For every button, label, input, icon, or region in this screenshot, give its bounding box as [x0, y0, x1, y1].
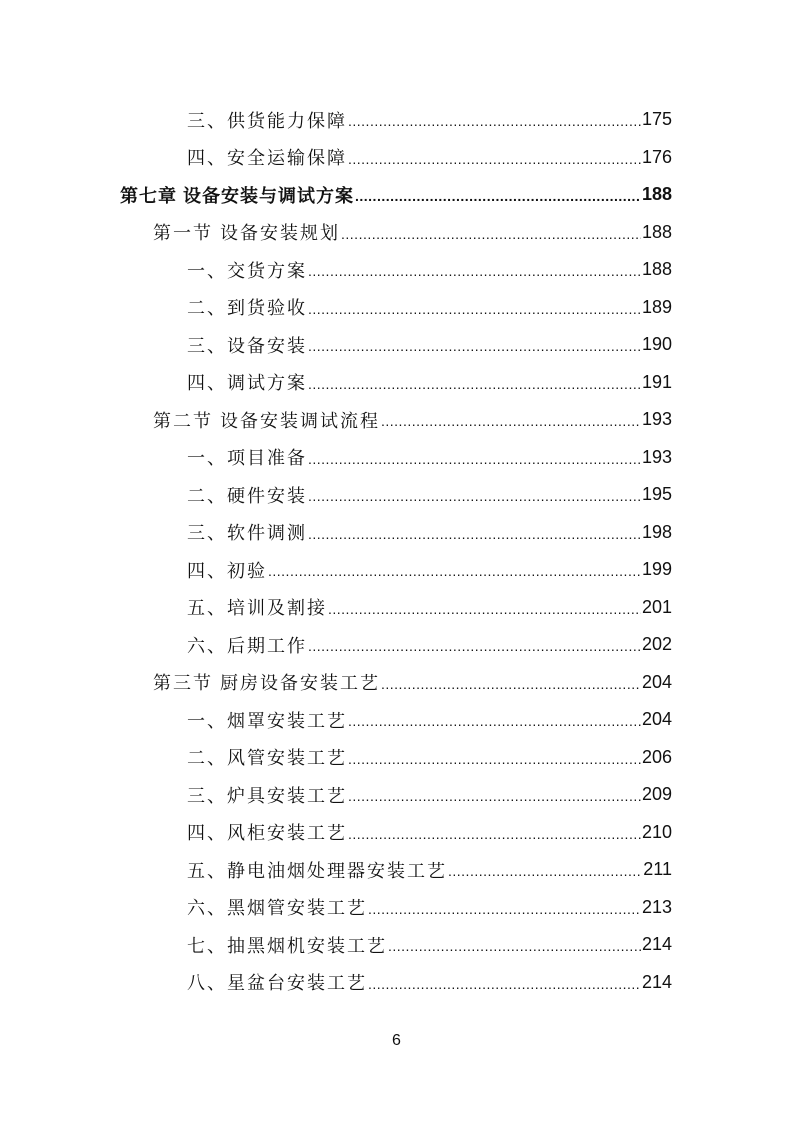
toc-entry-page: 191: [641, 371, 672, 392]
toc-item[interactable]: [187, 364, 672, 402]
dot-leader: [348, 748, 641, 769]
dot-leader: [381, 410, 641, 431]
dot-leader: [348, 110, 641, 131]
toc-entry-page: 214: [641, 971, 672, 992]
toc-entry-label: 一、烟罩安装工艺: [187, 710, 347, 731]
toc-entry-page: 193: [641, 446, 672, 467]
toc-item[interactable]: [187, 251, 672, 289]
toc-entry-label: 一、交货方案: [187, 260, 307, 281]
toc-item[interactable]: [187, 326, 672, 364]
toc-section[interactable]: [153, 401, 672, 439]
toc-entry-page: 214: [641, 934, 672, 955]
dot-leader: [308, 635, 641, 656]
dot-leader: [328, 598, 641, 619]
dot-leader: [348, 785, 641, 806]
toc-item[interactable]: [187, 701, 672, 739]
dot-leader: [348, 710, 641, 731]
toc-entry-label: 五、静电油烟处理器安装工艺: [187, 860, 447, 881]
toc-entry-page: 189: [641, 296, 672, 317]
dot-leader: [355, 185, 641, 206]
toc-item[interactable]: [187, 139, 672, 177]
toc-item[interactable]: [187, 739, 672, 777]
toc-entry-label: 二、到货验收: [187, 298, 307, 319]
toc-entry-page: 188: [641, 221, 672, 242]
toc-entry-page: 213: [641, 896, 672, 917]
toc-entry-label: 七、抽黑烟机安装工艺: [187, 935, 387, 956]
dot-leader: [308, 485, 641, 506]
toc-item[interactable]: [187, 776, 672, 814]
dot-leader: [341, 223, 641, 244]
toc-item[interactable]: [187, 626, 672, 664]
toc-entry-label: 第三节 厨房设备安装工艺: [153, 673, 380, 694]
toc-item[interactable]: [187, 589, 672, 627]
dot-leader: [388, 935, 641, 956]
toc-entry-label: 八、星盆台安装工艺: [187, 973, 367, 994]
toc-entry-page: 175: [641, 109, 672, 130]
toc-entry-page: 176: [641, 146, 672, 167]
toc-item[interactable]: [187, 289, 672, 327]
toc-entry-page: 195: [641, 484, 672, 505]
dot-leader: [308, 260, 641, 281]
toc-entry-page: 206: [641, 746, 672, 767]
dot-leader: [368, 898, 641, 919]
dot-leader: [381, 673, 641, 694]
dot-leader: [308, 335, 641, 356]
toc-entry-label: 三、供货能力保障: [187, 110, 347, 131]
toc-entry-label: 五、培训及割接: [187, 598, 327, 619]
dot-leader: [368, 973, 641, 994]
toc-entry-label: 一、项目准备: [187, 448, 307, 469]
toc-entry-label: 三、炉具安装工艺: [187, 785, 347, 806]
toc-entry-page: 209: [641, 784, 672, 805]
toc-item[interactable]: [187, 851, 672, 889]
toc-item[interactable]: [187, 964, 672, 1002]
toc-entry-page: 188: [641, 259, 672, 280]
dot-leader: [308, 298, 641, 319]
toc-item[interactable]: [187, 439, 672, 477]
dot-leader: [268, 560, 641, 581]
toc-item[interactable]: [187, 476, 672, 514]
toc-entry-label: 二、风管安装工艺: [187, 748, 347, 769]
dot-leader: [308, 373, 641, 394]
dot-leader: [348, 148, 641, 169]
toc-entry-label: 第七章 设备安装与调试方案: [120, 185, 354, 206]
toc-item[interactable]: [187, 514, 672, 552]
toc-entry-page: 204: [641, 709, 672, 730]
toc-entry-page: 190: [641, 334, 672, 355]
toc-entry-label: 第一节 设备安装规划: [153, 223, 341, 244]
toc-entry-page: 202: [641, 634, 672, 655]
toc-entry-page: 204: [641, 671, 672, 692]
dot-leader: [448, 860, 642, 881]
toc-entry-label: 四、初验: [187, 560, 267, 581]
toc-entry-label: 四、安全运输保障: [187, 148, 347, 169]
toc-entry-page: 199: [641, 559, 672, 580]
page-number: 6: [392, 1032, 401, 1049]
toc-entry-page: 211: [643, 859, 672, 880]
toc-entry-page: 193: [641, 409, 672, 430]
toc-entry-label: 六、黑烟管安装工艺: [187, 898, 367, 919]
toc-item[interactable]: [187, 814, 672, 852]
toc-item[interactable]: [187, 101, 672, 139]
toc-item[interactable]: [187, 889, 672, 927]
toc-section[interactable]: [153, 664, 672, 702]
toc-entry-page: 188: [641, 184, 672, 205]
toc-entry-label: 二、硬件安装: [187, 485, 307, 506]
toc-item[interactable]: [187, 551, 672, 589]
toc-entry-page: 201: [641, 596, 672, 617]
toc-chapter[interactable]: [120, 176, 672, 214]
dot-leader: [308, 448, 641, 469]
toc-item[interactable]: [187, 926, 672, 964]
dot-leader: [348, 823, 641, 844]
toc-entry-page: 198: [641, 521, 672, 542]
toc-entry-label: 四、风柜安装工艺: [187, 823, 347, 844]
toc-section[interactable]: [153, 214, 672, 252]
toc-entry-label: 四、调试方案: [187, 373, 307, 394]
toc-entry-page: 210: [641, 821, 672, 842]
toc-entry-label: 三、设备安装: [187, 335, 307, 356]
toc-entry-label: 第二节 设备安装调试流程: [153, 410, 380, 431]
toc-entry-label: 六、后期工作: [187, 635, 307, 656]
toc-entry-label: 三、软件调测: [187, 523, 307, 544]
dot-leader: [308, 523, 641, 544]
